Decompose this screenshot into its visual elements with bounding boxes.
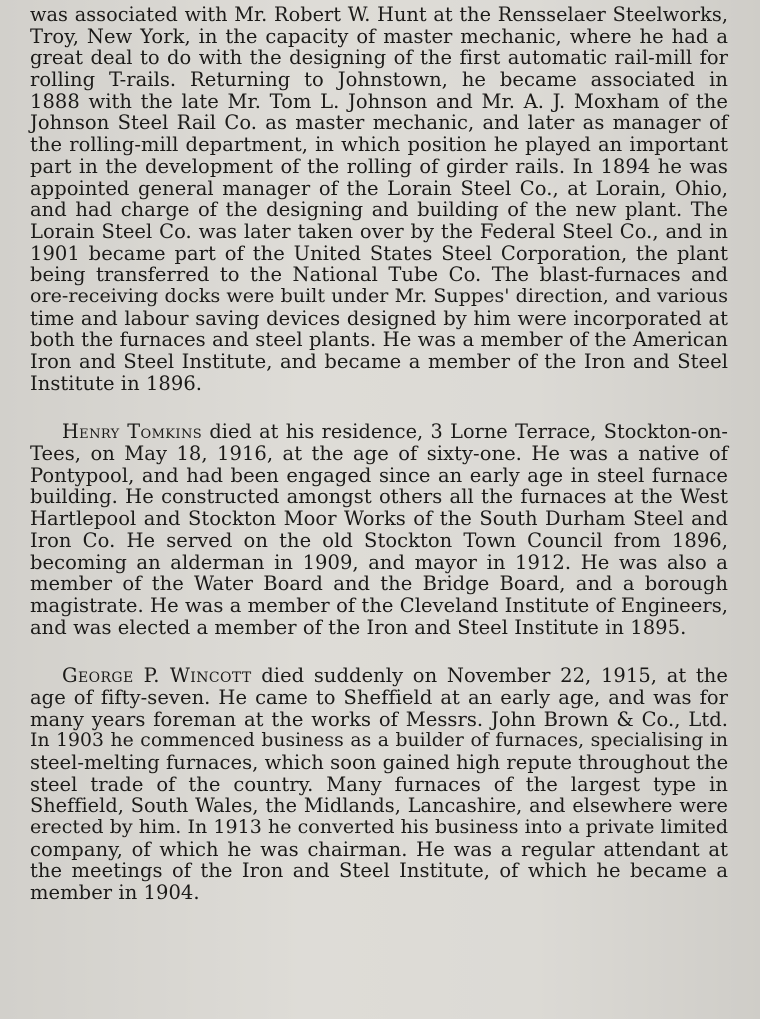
text-run: died at his residence, 3 Lorne Terrace, Stockton-on- (202, 420, 728, 444)
text-line: and was elected a member of the Iron and Steel Institute in 1895. (30, 615, 687, 639)
text-line: Iron and Steel Institute, and became a member of the Iron and Steel (30, 350, 728, 373)
text-line: member in 1904. (30, 881, 200, 905)
text-line: both the furnaces and steel plants. He was a member of the American (30, 328, 728, 352)
text-line: part in the development of the rolling of girder rails. In 1894 he was (30, 154, 728, 178)
text-line: company, of which he was chairman. He was a regular attendant at (30, 837, 728, 861)
text-line: Iron Co. He served on the old Stockton Town Council from 1896, (30, 528, 728, 552)
text-line: Troy, New York, in the capacity of master mechanic, where he had a (30, 24, 728, 48)
text-line: Pontypool, and had been engaged since an early age in steel furnace (30, 463, 728, 487)
text-line: Lorain Steel Co. was later taken over by the Federal Steel Co., and in (30, 219, 728, 243)
text-line: time and labour saving devices designed by him were incorporated at (30, 306, 728, 330)
text-line: ore-receiving docks were built under Mr. Suppes' direction, and various (30, 284, 728, 307)
text-line-first (30, 421, 728, 443)
paragraph-tomkins (30, 421, 728, 638)
text-line: Sheffield, South Wales, the Midlands, Lancashire, and elsewhere were (30, 794, 728, 818)
text-line: magistrate. He was a member of the Cleveland Institute of Engineers, (30, 593, 728, 617)
text-line: building. He constructed amongst others all the furnaces at the West (30, 485, 728, 509)
paragraph-suppes (30, 4, 728, 394)
text-line: being transferred to the National Tube Co. The blast-furnaces and (30, 263, 728, 287)
document-page (30, 0, 728, 904)
text-line: was associated with Mr. Robert W. Hunt at the Rensselaer Steelworks, (30, 3, 728, 26)
text-line: Johnson Steel Rail Co. as master mechanic, and later as manager of (30, 111, 728, 135)
text-run: died suddenly on November 22, 1915, at the (251, 664, 729, 688)
text-line: member of the Water Board and the Bridge Board, and a borough (30, 572, 728, 596)
text-line: Tees, on May 18, 1916, at the age of sixty-one. He was a native of (30, 442, 728, 466)
text-line: many years foreman at the works of Messrs. John Brown & Co., Ltd. (30, 707, 728, 731)
person-name: George P. Wincott (62, 664, 252, 688)
text-line: Hartlepool and Stockton Moor Works of the South Durham Steel and (30, 507, 728, 531)
text-line: the rolling-mill department, in which position he played an important (30, 133, 728, 157)
person-name: Henry Tomkins (62, 420, 203, 444)
text-line: In 1903 he commenced business as a builder of furnaces, specialising in (30, 730, 728, 752)
text-line: erected by him. In 1913 he converted his business into a private limited (30, 816, 729, 839)
text-line: and had charge of the designing and building of the new plant. The (30, 198, 728, 222)
text-line: age of fifty-seven. He came to Sheffield at an early age, and was for (30, 685, 728, 709)
text-line: steel-melting furnaces, which soon gained high repute throughout the (30, 751, 729, 774)
text-line: steel trade of the country. Many furnaces of the largest type in (30, 772, 728, 796)
text-line: rolling T-rails. Returning to Johnstown, he became associated in (30, 68, 728, 92)
text-line: becoming an alderman in 1909, and mayor in 1912. He was also a (30, 550, 728, 574)
text-line: 1888 with the late Mr. Tom L. Johnson and Mr. A. J. Moxham of the (30, 89, 728, 113)
paragraph-wincott (30, 665, 728, 904)
text-line: the meetings of the Iron and Steel Institute, of which he became a (30, 859, 728, 883)
text-line: great deal to do with the designing of the first automatic rail-mill for (30, 46, 728, 70)
text-line-first (30, 665, 728, 687)
text-line: appointed general manager of the Lorain Steel Co., at Lorain, Ohio, (30, 176, 728, 200)
text-line: Institute in 1896. (30, 371, 203, 395)
text-line: 1901 became part of the United States Steel Corporation, the plant (30, 241, 728, 265)
